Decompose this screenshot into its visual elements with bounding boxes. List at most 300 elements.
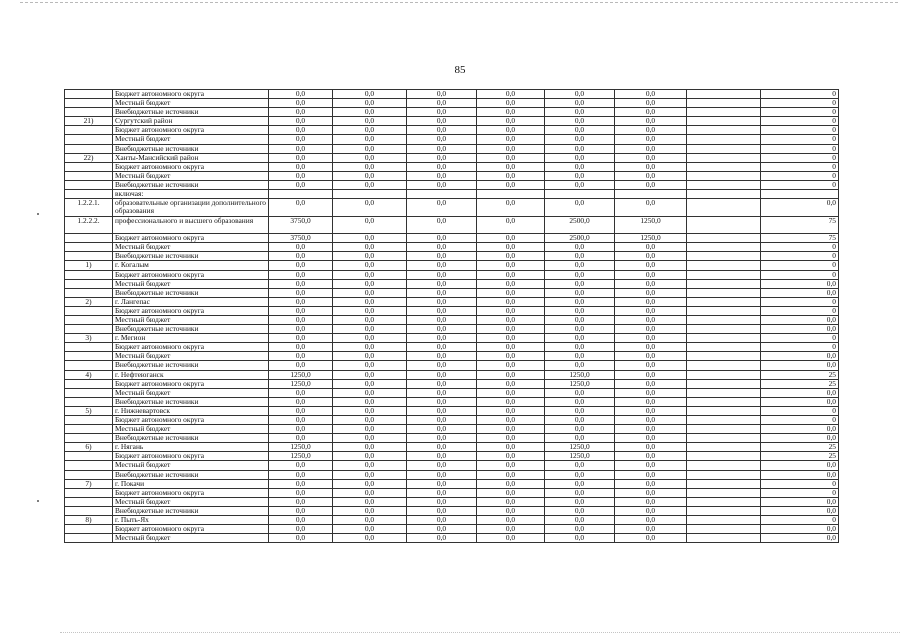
value-cell: 0,0 — [269, 406, 333, 415]
value-cell: 0,0 — [477, 216, 545, 234]
indicator-cell: 0 — [761, 90, 839, 99]
value-cell: 3750,0 — [269, 216, 333, 234]
indicator-cell: 0,0 — [761, 534, 839, 543]
value-cell: 0,0 — [615, 397, 687, 406]
table-row — [65, 470, 839, 479]
table-row — [65, 452, 839, 461]
value-cell: 0,0 — [545, 199, 615, 217]
value-cell — [687, 279, 761, 288]
row-label-cell: Бюджет автономного округа — [113, 343, 269, 352]
value-cell: 0,0 — [545, 288, 615, 297]
row-index-cell — [65, 343, 113, 352]
value-cell: 0,0 — [477, 117, 545, 126]
row-index-cell: 1.2.2.1. — [65, 199, 113, 217]
value-cell — [687, 216, 761, 234]
value-cell: 0,0 — [333, 352, 407, 361]
value-cell: 0,0 — [477, 325, 545, 334]
value-cell: 0,0 — [615, 135, 687, 144]
indicator-cell: 0 — [761, 416, 839, 425]
table-row — [65, 416, 839, 425]
value-cell: 0,0 — [269, 144, 333, 153]
value-cell — [687, 190, 761, 199]
row-label-cell: Бюджет автономного округа — [113, 416, 269, 425]
row-label-cell: профессионального и высшего образования — [113, 216, 269, 234]
value-cell — [687, 452, 761, 461]
indicator-cell: 0,0 — [761, 288, 839, 297]
value-cell: 0,0 — [615, 379, 687, 388]
value-cell: 0,0 — [407, 99, 477, 108]
value-cell: 0,0 — [545, 243, 615, 252]
value-cell: 0,0 — [615, 452, 687, 461]
indicator-cell: 0,0 — [761, 525, 839, 534]
value-cell: 0,0 — [407, 479, 477, 488]
value-cell: 0,0 — [477, 452, 545, 461]
value-cell: 0,0 — [333, 315, 407, 324]
row-label-cell: Местный бюджет — [113, 243, 269, 252]
value-cell: 0,0 — [545, 497, 615, 506]
value-cell: 0,0 — [477, 315, 545, 324]
indicator-cell: 25 — [761, 379, 839, 388]
indicator-cell — [761, 190, 839, 199]
indicator-cell: 75 — [761, 216, 839, 234]
row-label-cell: Внебюджетные источники — [113, 108, 269, 117]
value-cell: 0,0 — [615, 406, 687, 415]
value-cell: 0,0 — [333, 416, 407, 425]
value-cell: 1250,0 — [545, 370, 615, 379]
indicator-cell: 0 — [761, 153, 839, 162]
value-cell: 0,0 — [545, 361, 615, 370]
value-cell: 1250,0 — [269, 379, 333, 388]
margin-mark — [37, 500, 39, 502]
value-cell: 0,0 — [407, 379, 477, 388]
value-cell: 0,0 — [615, 117, 687, 126]
value-cell — [687, 199, 761, 217]
value-cell: 0,0 — [615, 325, 687, 334]
value-cell: 0,0 — [407, 252, 477, 261]
value-cell: 1250,0 — [269, 370, 333, 379]
value-cell: 0,0 — [407, 279, 477, 288]
value-cell: 0,0 — [333, 171, 407, 180]
value-cell: 1250,0 — [269, 443, 333, 452]
table-row — [65, 306, 839, 315]
row-index-cell — [65, 388, 113, 397]
indicator-cell: 0,0 — [761, 388, 839, 397]
value-cell: 0,0 — [545, 525, 615, 534]
table-row — [65, 108, 839, 117]
value-cell — [687, 443, 761, 452]
row-label-cell: Бюджет автономного округа — [113, 126, 269, 135]
value-cell: 0,0 — [269, 99, 333, 108]
value-cell: 1250,0 — [545, 452, 615, 461]
row-index-cell — [65, 279, 113, 288]
row-label-cell: Бюджет автономного округа — [113, 270, 269, 279]
value-cell: 0,0 — [615, 488, 687, 497]
table-row — [65, 443, 839, 452]
row-label-cell: г. Нягань — [113, 443, 269, 452]
value-cell: 0,0 — [545, 270, 615, 279]
table-row — [65, 525, 839, 534]
table-row — [65, 388, 839, 397]
value-cell: 0,0 — [615, 315, 687, 324]
value-cell — [687, 416, 761, 425]
value-cell: 0,0 — [545, 516, 615, 525]
value-cell: 0,0 — [333, 162, 407, 171]
value-cell: 0,0 — [407, 108, 477, 117]
value-cell — [687, 234, 761, 243]
value-cell: 0,0 — [477, 261, 545, 270]
value-cell: 0,0 — [407, 425, 477, 434]
row-index-cell: 1.2.2.2. — [65, 216, 113, 234]
value-cell: 1250,0 — [545, 379, 615, 388]
row-label-cell: Местный бюджет — [113, 99, 269, 108]
value-cell: 0,0 — [615, 534, 687, 543]
row-index-cell — [65, 397, 113, 406]
value-cell: 0,0 — [545, 126, 615, 135]
scan-top-edge — [20, 2, 898, 3]
table-row — [65, 99, 839, 108]
value-cell: 0,0 — [407, 352, 477, 361]
indicator-cell: 0,0 — [761, 506, 839, 515]
value-cell: 0,0 — [545, 279, 615, 288]
table-row — [65, 279, 839, 288]
value-cell: 0,0 — [269, 416, 333, 425]
value-cell — [687, 343, 761, 352]
row-index-cell — [65, 162, 113, 171]
value-cell: 0,0 — [615, 352, 687, 361]
value-cell — [615, 190, 687, 199]
table-body — [65, 90, 839, 543]
indicator-cell: 0 — [761, 144, 839, 153]
value-cell: 0,0 — [269, 135, 333, 144]
row-index-cell — [65, 470, 113, 479]
value-cell: 0,0 — [333, 343, 407, 352]
table-row — [65, 297, 839, 306]
value-cell: 0,0 — [333, 199, 407, 217]
value-cell: 0,0 — [545, 416, 615, 425]
value-cell: 0,0 — [407, 525, 477, 534]
value-cell: 0,0 — [333, 488, 407, 497]
row-index-cell: 3) — [65, 334, 113, 343]
value-cell: 0,0 — [333, 117, 407, 126]
value-cell: 0,0 — [333, 470, 407, 479]
value-cell: 0,0 — [545, 334, 615, 343]
table-row — [65, 144, 839, 153]
value-cell: 0,0 — [545, 488, 615, 497]
value-cell: 0,0 — [615, 180, 687, 189]
value-cell: 0,0 — [333, 153, 407, 162]
value-cell: 0,0 — [477, 252, 545, 261]
value-cell: 0,0 — [333, 334, 407, 343]
value-cell: 0,0 — [407, 370, 477, 379]
value-cell: 0,0 — [545, 180, 615, 189]
value-cell: 0,0 — [269, 516, 333, 525]
table-row — [65, 117, 839, 126]
value-cell: 0,0 — [477, 488, 545, 497]
row-label-cell: Внебюджетные источники — [113, 361, 269, 370]
table-row — [65, 234, 839, 243]
value-cell: 0,0 — [545, 99, 615, 108]
value-cell: 0,0 — [477, 506, 545, 515]
value-cell: 0,0 — [615, 497, 687, 506]
value-cell — [687, 180, 761, 189]
value-cell — [687, 425, 761, 434]
value-cell: 0,0 — [407, 199, 477, 217]
value-cell: 0,0 — [545, 297, 615, 306]
table-row — [65, 216, 839, 234]
row-label-cell: Местный бюджет — [113, 497, 269, 506]
row-index-cell — [65, 180, 113, 189]
value-cell — [687, 243, 761, 252]
value-cell: 0,0 — [333, 361, 407, 370]
value-cell: 0,0 — [269, 297, 333, 306]
value-cell: 0,0 — [615, 252, 687, 261]
row-label-cell: Бюджет автономного округа — [113, 306, 269, 315]
value-cell: 0,0 — [615, 525, 687, 534]
value-cell: 0,0 — [269, 162, 333, 171]
value-cell: 0,0 — [269, 315, 333, 324]
value-cell: 0,0 — [333, 525, 407, 534]
value-cell: 0,0 — [615, 416, 687, 425]
value-cell: 0,0 — [615, 516, 687, 525]
row-label-cell: Ханты-Мансийский район — [113, 153, 269, 162]
indicator-cell: 75 — [761, 234, 839, 243]
value-cell: 0,0 — [333, 261, 407, 270]
value-cell: 0,0 — [545, 397, 615, 406]
row-label-cell: г. Когалым — [113, 261, 269, 270]
row-label-cell: Местный бюджет — [113, 279, 269, 288]
table-row — [65, 516, 839, 525]
value-cell: 0,0 — [407, 261, 477, 270]
row-index-cell: 22) — [65, 153, 113, 162]
value-cell: 0,0 — [407, 171, 477, 180]
scan-bottom-edge — [60, 632, 900, 633]
value-cell: 0,0 — [477, 497, 545, 506]
value-cell — [687, 516, 761, 525]
table-row — [65, 252, 839, 261]
value-cell — [687, 117, 761, 126]
value-cell: 0,0 — [477, 461, 545, 470]
value-cell: 0,0 — [615, 90, 687, 99]
row-label-cell: г. Нефтеюганск — [113, 370, 269, 379]
value-cell: 0,0 — [269, 153, 333, 162]
indicator-cell: 0,0 — [761, 315, 839, 324]
value-cell: 0,0 — [407, 306, 477, 315]
value-cell: 0,0 — [407, 126, 477, 135]
value-cell: 0,0 — [333, 279, 407, 288]
indicator-cell: 25 — [761, 443, 839, 452]
value-cell: 0,0 — [269, 90, 333, 99]
indicator-cell: 0 — [761, 261, 839, 270]
value-cell: 0,0 — [407, 488, 477, 497]
value-cell: 0,0 — [545, 461, 615, 470]
row-index-cell — [65, 288, 113, 297]
row-label-cell: г. Нижневартовск — [113, 406, 269, 415]
value-cell: 0,0 — [407, 534, 477, 543]
value-cell — [687, 325, 761, 334]
value-cell: 0,0 — [615, 479, 687, 488]
row-index-cell — [65, 99, 113, 108]
value-cell: 0,0 — [477, 234, 545, 243]
value-cell: 0,0 — [615, 171, 687, 180]
row-index-cell — [65, 135, 113, 144]
value-cell: 0,0 — [407, 325, 477, 334]
row-index-cell — [65, 416, 113, 425]
indicator-cell: 0,0 — [761, 325, 839, 334]
row-index-cell — [65, 461, 113, 470]
value-cell: 0,0 — [269, 425, 333, 434]
value-cell: 0,0 — [407, 135, 477, 144]
value-cell — [687, 126, 761, 135]
row-index-cell — [65, 126, 113, 135]
row-index-cell: 6) — [65, 443, 113, 452]
value-cell: 0,0 — [333, 506, 407, 515]
value-cell — [477, 190, 545, 199]
value-cell: 0,0 — [477, 361, 545, 370]
value-cell: 0,0 — [615, 162, 687, 171]
row-index-cell — [65, 534, 113, 543]
value-cell — [687, 306, 761, 315]
row-index-cell — [65, 361, 113, 370]
value-cell: 0,0 — [333, 135, 407, 144]
value-cell: 0,0 — [477, 171, 545, 180]
value-cell: 0,0 — [477, 388, 545, 397]
row-label-cell: образовательные организации дополнительного образования — [113, 199, 269, 217]
value-cell: 0,0 — [477, 406, 545, 415]
table-row — [65, 370, 839, 379]
value-cell: 0,0 — [545, 434, 615, 443]
value-cell — [687, 297, 761, 306]
value-cell: 0,0 — [477, 306, 545, 315]
indicator-cell: 0 — [761, 162, 839, 171]
value-cell: 0,0 — [615, 297, 687, 306]
value-cell: 0,0 — [407, 443, 477, 452]
indicator-cell: 0,0 — [761, 461, 839, 470]
value-cell: 0,0 — [333, 252, 407, 261]
value-cell: 0,0 — [407, 243, 477, 252]
row-label-cell: Внебюджетные источники — [113, 470, 269, 479]
indicator-cell: 0 — [761, 270, 839, 279]
row-index-cell — [65, 379, 113, 388]
value-cell: 0,0 — [269, 534, 333, 543]
value-cell: 0,0 — [407, 506, 477, 515]
value-cell: 0,0 — [269, 388, 333, 397]
value-cell: 0,0 — [477, 108, 545, 117]
table-row — [65, 243, 839, 252]
value-cell — [687, 352, 761, 361]
value-cell: 0,0 — [407, 406, 477, 415]
value-cell: 0,0 — [545, 144, 615, 153]
value-cell: 0,0 — [407, 297, 477, 306]
value-cell — [687, 470, 761, 479]
value-cell: 0,0 — [333, 288, 407, 297]
value-cell: 0,0 — [477, 534, 545, 543]
row-label-cell: Местный бюджет — [113, 352, 269, 361]
value-cell: 0,0 — [333, 397, 407, 406]
value-cell: 0,0 — [269, 479, 333, 488]
row-index-cell — [65, 452, 113, 461]
row-index-cell — [65, 144, 113, 153]
value-cell: 0,0 — [407, 470, 477, 479]
value-cell: 0,0 — [545, 252, 615, 261]
value-cell: 0,0 — [269, 126, 333, 135]
value-cell: 0,0 — [269, 497, 333, 506]
indicator-cell: 0 — [761, 334, 839, 343]
value-cell: 0,0 — [477, 153, 545, 162]
value-cell — [687, 488, 761, 497]
value-cell: 0,0 — [615, 288, 687, 297]
value-cell: 0,0 — [407, 315, 477, 324]
indicator-cell: 0 — [761, 108, 839, 117]
indicator-cell: 0,0 — [761, 397, 839, 406]
row-index-cell: 4) — [65, 370, 113, 379]
value-cell: 0,0 — [333, 297, 407, 306]
value-cell: 0,0 — [477, 343, 545, 352]
value-cell: 0,0 — [615, 334, 687, 343]
value-cell — [687, 406, 761, 415]
value-cell: 0,0 — [333, 379, 407, 388]
row-index-cell — [65, 488, 113, 497]
indicator-cell: 0,0 — [761, 434, 839, 443]
row-index-cell — [65, 506, 113, 515]
value-cell: 0,0 — [615, 144, 687, 153]
value-cell: 0,0 — [269, 288, 333, 297]
value-cell: 0,0 — [615, 425, 687, 434]
value-cell: 0,0 — [545, 171, 615, 180]
value-cell: 0,0 — [615, 108, 687, 117]
value-cell: 0,0 — [477, 516, 545, 525]
table-row — [65, 153, 839, 162]
table-row — [65, 325, 839, 334]
value-cell: 0,0 — [333, 144, 407, 153]
value-cell: 2500,0 — [545, 234, 615, 243]
value-cell: 0,0 — [407, 162, 477, 171]
value-cell: 0,0 — [269, 261, 333, 270]
value-cell — [687, 388, 761, 397]
value-cell — [687, 334, 761, 343]
indicator-cell: 0 — [761, 117, 839, 126]
value-cell: 0,0 — [477, 434, 545, 443]
value-cell: 0,0 — [477, 243, 545, 252]
value-cell: 0,0 — [407, 388, 477, 397]
value-cell — [407, 190, 477, 199]
indicator-cell: 25 — [761, 370, 839, 379]
value-cell: 0,0 — [477, 352, 545, 361]
value-cell: 0,0 — [545, 352, 615, 361]
row-label-cell: Внебюджетные источники — [113, 434, 269, 443]
value-cell: 0,0 — [407, 234, 477, 243]
value-cell — [687, 288, 761, 297]
row-index-cell — [65, 108, 113, 117]
value-cell: 0,0 — [615, 434, 687, 443]
value-cell: 0,0 — [545, 261, 615, 270]
value-cell: 0,0 — [333, 370, 407, 379]
value-cell: 0,0 — [477, 199, 545, 217]
indicator-cell: 0,0 — [761, 470, 839, 479]
indicator-cell: 0 — [761, 252, 839, 261]
value-cell: 0,0 — [333, 99, 407, 108]
value-cell: 0,0 — [333, 497, 407, 506]
table-row — [65, 461, 839, 470]
value-cell: 0,0 — [477, 425, 545, 434]
indicator-cell: 0,0 — [761, 425, 839, 434]
margin-mark — [37, 213, 39, 215]
row-label-cell: г. Покачи — [113, 479, 269, 488]
value-cell: 0,0 — [407, 144, 477, 153]
value-cell: 0,0 — [407, 452, 477, 461]
value-cell: 0,0 — [407, 288, 477, 297]
value-cell — [687, 534, 761, 543]
row-label-cell: включая: — [113, 190, 269, 199]
